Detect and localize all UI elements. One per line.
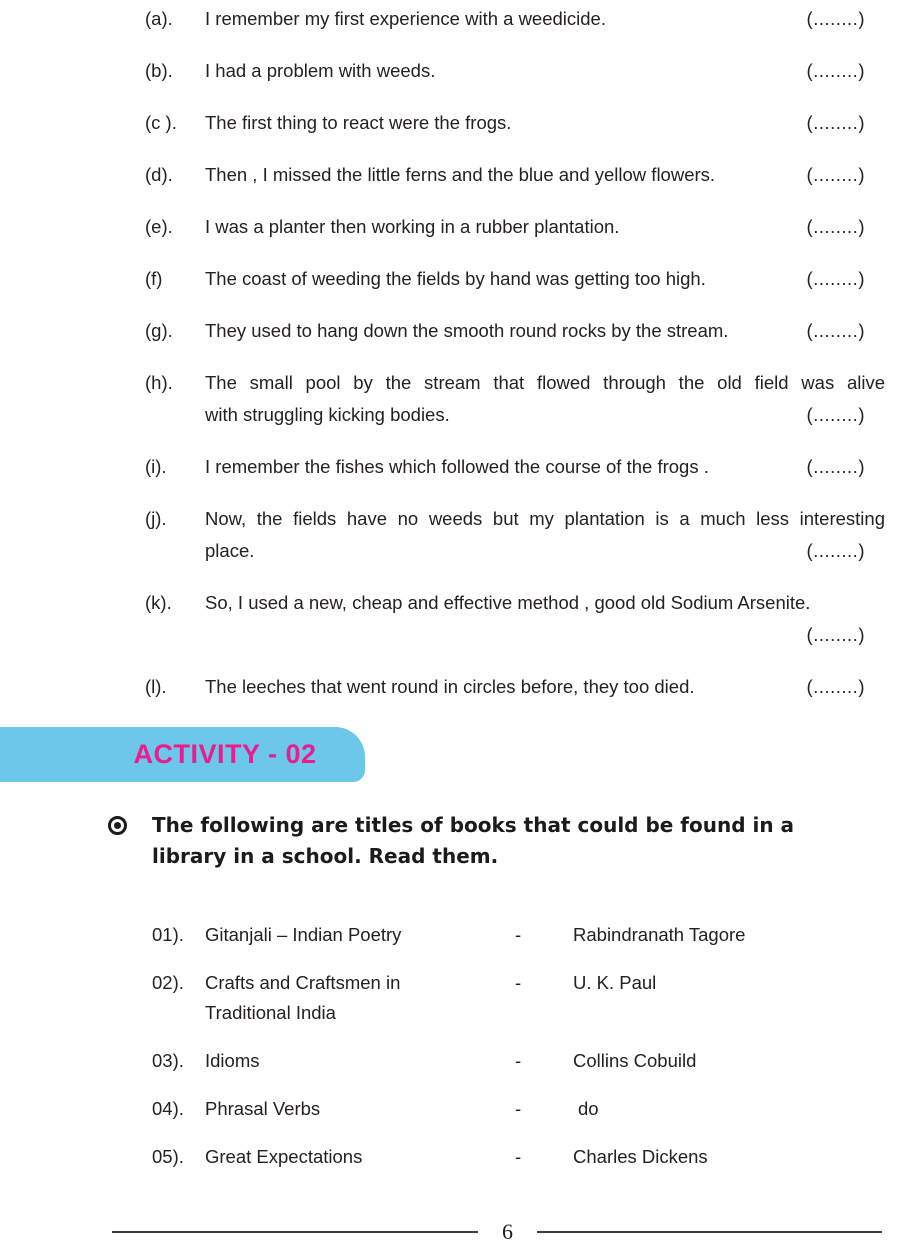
sentence-body bbox=[205, 587, 885, 651]
book-number: 02). bbox=[152, 972, 184, 993]
answer-blank: (........) bbox=[806, 60, 865, 81]
sentence-item-f bbox=[145, 263, 885, 295]
separator-dash: - bbox=[515, 1050, 522, 1071]
answer-blank: (........) bbox=[806, 216, 865, 237]
answer-blank: (........) bbox=[806, 320, 865, 341]
book-title: Gitanjali – Indian Poetry bbox=[205, 924, 402, 945]
sentence-text: I had a problem with weeds. bbox=[205, 60, 436, 81]
answer-blank: (........) bbox=[806, 8, 865, 29]
answer-blank: (........) bbox=[806, 268, 865, 289]
book-item-02 bbox=[152, 968, 923, 1028]
book-author: Charles Dickens bbox=[573, 1146, 708, 1167]
sentence-body bbox=[205, 503, 885, 567]
sentence-item-g bbox=[145, 315, 885, 347]
sentence-item-k bbox=[145, 587, 885, 651]
book-number: 03). bbox=[152, 1050, 184, 1071]
book-title-line1: Crafts and Craftsmen in bbox=[205, 972, 401, 993]
book-item-01 bbox=[152, 920, 923, 950]
answer-blank: (........) bbox=[806, 404, 865, 425]
book-item-05 bbox=[152, 1142, 923, 1172]
book-author: do bbox=[578, 1098, 599, 1119]
page-number: 6 bbox=[502, 1219, 513, 1244]
separator-dash: - bbox=[515, 924, 522, 945]
activity-instruction-text bbox=[152, 810, 794, 872]
instruction-line1: The following are titles of books that could be found in a bbox=[152, 813, 795, 837]
sentence-text: I remember my first experience with a weedicide. bbox=[205, 8, 606, 29]
sentence-text: They used to hang down the smooth round rocks by the stream. bbox=[205, 320, 729, 341]
sentence-item-a bbox=[145, 3, 885, 35]
footer-rule-right bbox=[537, 1231, 882, 1233]
answer-blank: (........) bbox=[806, 456, 865, 477]
sentence-text-line1: Now, the fields have no weeds but my plantation is a much less interesting bbox=[205, 508, 885, 529]
activity-banner-title: ACTIVITY - 02 bbox=[133, 739, 317, 769]
sentence-text: Then , I missed the little ferns and the blue and yellow flowers. bbox=[205, 164, 716, 185]
answer-blank: (........) bbox=[806, 540, 865, 561]
book-author: Collins Cobuild bbox=[573, 1050, 697, 1071]
sentence-item-b bbox=[145, 55, 885, 87]
sentence-text: The first thing to react were the frogs. bbox=[205, 112, 512, 133]
sentence-text-line1: The small pool by the stream that flowed through the old field was alive bbox=[205, 372, 885, 393]
footer-rule-left bbox=[112, 1231, 478, 1233]
sentence-item-e bbox=[145, 211, 885, 243]
sentence-item-h bbox=[145, 367, 885, 431]
separator-dash: - bbox=[515, 1098, 522, 1119]
book-number: 01). bbox=[152, 924, 184, 945]
sentence-text-line2: place. bbox=[205, 540, 255, 561]
answer-blank: (........) bbox=[806, 676, 865, 697]
sentence-text: I was a planter then working in a rubber plantation. bbox=[205, 216, 620, 237]
book-title: Phrasal Verbs bbox=[205, 1098, 321, 1119]
sentence-label: (l). bbox=[145, 676, 167, 697]
sentence-label: (j). bbox=[145, 508, 167, 529]
book-number: 05). bbox=[152, 1146, 184, 1167]
sentence-text-line1: So, I used a new, cheap and effective method , good old Sodium Arsenite. bbox=[205, 592, 811, 613]
sentence-label: (b). bbox=[145, 60, 173, 81]
sentence-text: I remember the fishes which followed the course of the frogs . bbox=[205, 456, 709, 477]
sentence-text-line2: with struggling kicking bodies. bbox=[205, 404, 450, 425]
sentence-label: (a). bbox=[145, 8, 173, 29]
answer-blank: (........) bbox=[806, 112, 865, 133]
sentence-label: (d). bbox=[145, 164, 173, 185]
sentence-label: (e). bbox=[145, 216, 173, 237]
sentence-body bbox=[205, 367, 885, 431]
sentence-label: (i). bbox=[145, 456, 167, 477]
sentence-text: The coast of weeding the fields by hand was getting too high. bbox=[205, 268, 706, 289]
sentence-item-c bbox=[145, 107, 885, 139]
book-title-line2: Traditional India bbox=[205, 1002, 336, 1023]
sentence-label: (k). bbox=[145, 592, 172, 613]
book-title: Idioms bbox=[205, 1050, 260, 1071]
book-list bbox=[0, 920, 923, 1172]
sentence-item-l bbox=[145, 671, 885, 703]
separator-dash: - bbox=[515, 1146, 522, 1167]
sentence-item-d bbox=[145, 159, 885, 191]
sentence-label: (h). bbox=[145, 372, 173, 393]
sentence-item-j bbox=[145, 503, 885, 567]
book-title: Great Expectations bbox=[205, 1146, 363, 1167]
answer-blank: (........) bbox=[806, 624, 865, 645]
sentence-text: The leeches that went round in circles before, they too died. bbox=[205, 676, 695, 697]
sentence-item-i bbox=[145, 451, 885, 483]
bullseye-dot bbox=[114, 822, 121, 829]
page-footer bbox=[112, 1221, 882, 1243]
separator-dash: - bbox=[515, 972, 522, 993]
book-author: U. K. Paul bbox=[573, 972, 657, 993]
book-number: 04). bbox=[152, 1098, 184, 1119]
sentence-label: (c ). bbox=[145, 112, 177, 133]
sentence-label: (f) bbox=[145, 268, 163, 289]
instruction-line2: library in a school. Read them. bbox=[152, 844, 499, 868]
book-author: Rabindranath Tagore bbox=[573, 924, 746, 945]
book-item-04 bbox=[152, 1094, 923, 1124]
sentence-label: (g). bbox=[145, 320, 173, 341]
book-title bbox=[205, 968, 515, 1028]
answer-blank: (........) bbox=[806, 164, 865, 185]
activity-banner bbox=[0, 727, 365, 782]
bullseye-bullet-icon bbox=[108, 816, 127, 835]
book-item-03 bbox=[152, 1046, 923, 1076]
activity-instruction bbox=[0, 810, 923, 872]
